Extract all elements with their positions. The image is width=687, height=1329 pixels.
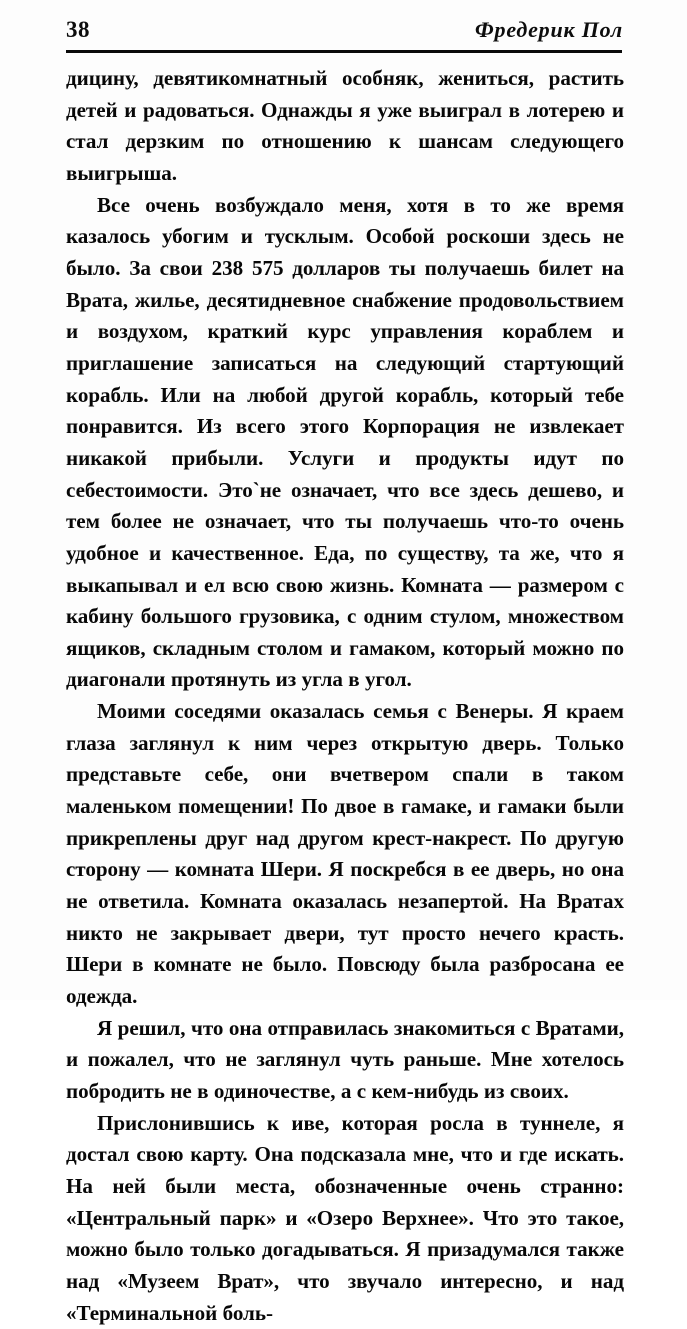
page-number: 38 (66, 17, 90, 42)
paragraph: Я решил, что она отправилась знакомиться с Вратами, и пожалел, что не заглянул чуть раньше. Мне хотелось побродить не в одиночестве, а с кем-нибудь из своих. (66, 1015, 624, 1103)
running-head (66, 18, 623, 41)
running-title-author: Фредерик Пол (475, 17, 623, 42)
paragraph: Прислонившись к иве, которая росла в туннеле, я достал свою карту. Она подсказала мне, что и где искать. На ней были места, обозначенные очень странно: «Центральный парк» и «Озеро Верхнее». Что это такое, можно было только догадываться. Я призадумался также над «Музеем Врат», что звучало интересно, и над «Терминальной боль- (66, 1110, 624, 1325)
paragraph: дицину, девятикомнатный особняк, жениться, растить детей и радоваться. Однажды я уже выиграл в лотерею и стал дерзким по отношению к шансам следующего выигрыша. (66, 66, 624, 185)
body-text-block (66, 63, 624, 1329)
paragraph: Все очень возбуждало меня, хотя в то же время казалось убогим и тусклым. Особой роскоши здесь не было. За свои 238 575 долларов ты получаешь билет на Врата, жилье, десятидневное снабжение продовольствием и воздухом, краткий курс управления кораблем и приглашение записаться на следующий стартующий корабль. Или на любой другой корабль, который тебе понравится. Из всего этого Корпорация не извлекает никакой прибыли. Услуги и продукты идут по себестоимости. Это`не означает, что все здесь дешево, и тем более не означает, что ты получаешь что-то очень удобное и качественное. Еда, по существу, та же, что я выкапывал и ел всю свою жизнь. Комната — размером с кабину большого грузовика, с одним стулом, множеством ящиков, складным столом и гамаком, который можно по диагонали протянуть из угла в угол. (66, 192, 624, 692)
paragraph: Моими соседями оказалась семья с Венеры. Я краем глаза заглянул к ним через открытую дверь. Только представьте себе, они вчетвером спали в таком маленьком помещении! По двое в гамаке, и гамаки были прикреплены друг над другом крест-накрест. По другую сторону — комната Шери. Я поскребся в ее дверь, но она не ответила. Комната оказалась незапертой. На Вратах никто не закрывает двери, тут просто нечего красть. Шери в комнате не было. Повсюду была разбросана ее одежда. (66, 699, 624, 1009)
header-divider-rule (66, 50, 622, 53)
